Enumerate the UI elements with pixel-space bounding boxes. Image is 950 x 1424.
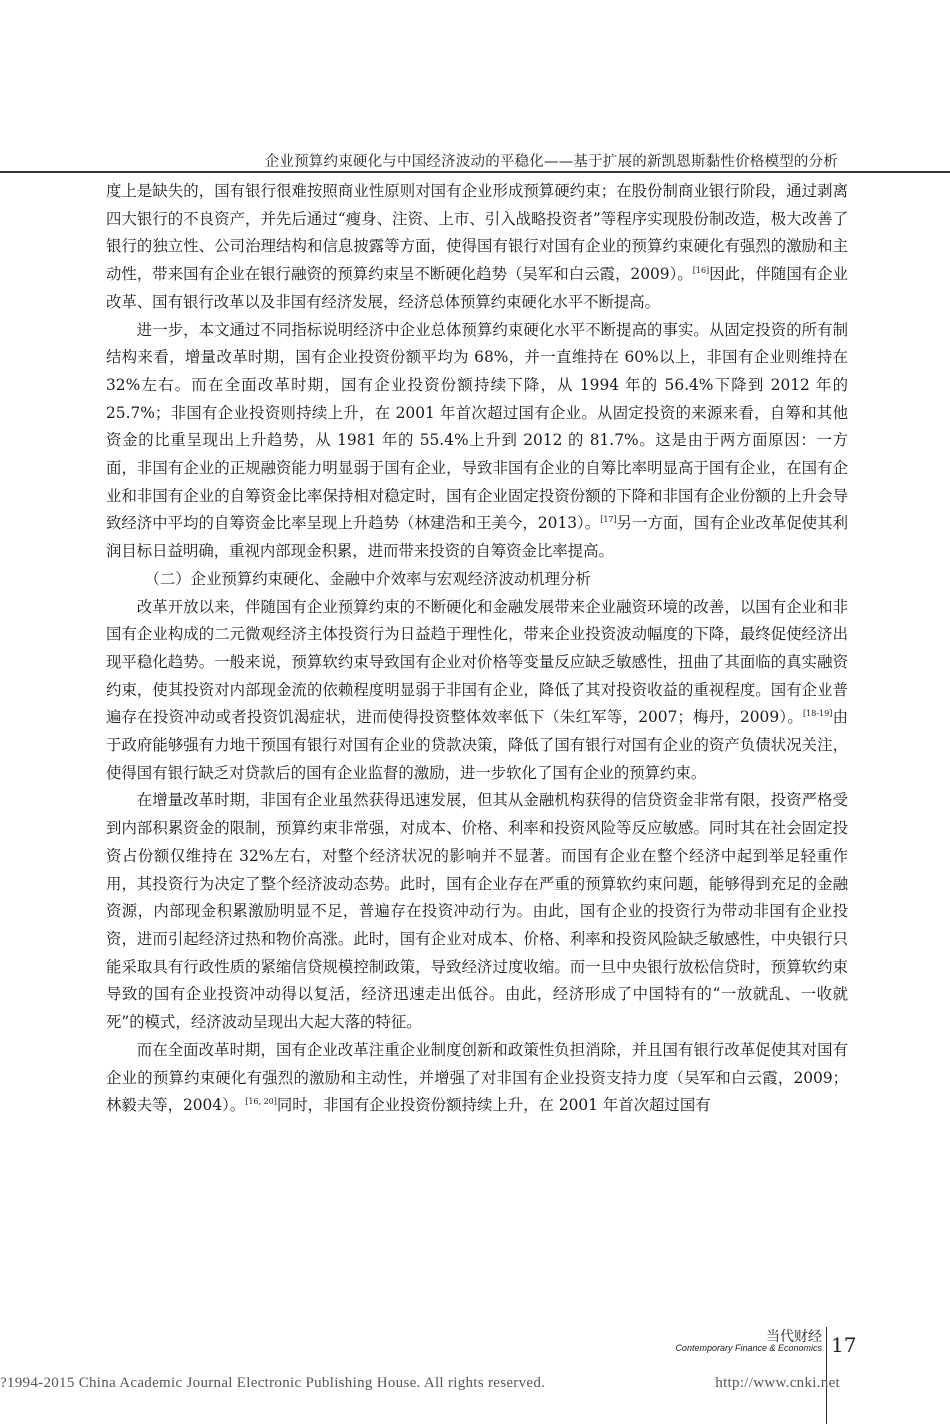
section-heading: （二）企业预算约束硬化、金融中介效率与宏观经济波动机理分析 [144,569,591,588]
journal-title-cn: 当代财经 [766,1329,822,1345]
paragraph-1-text: 度上是缺失的，国有银行很难按照商业性原则对国有企业形成预算硬约束；在股份制商业银行阶段，通过剥离四大银行的不良资产，并先后通过“瘦身、注资、上市、引入战略投资者”等程序实现股份制改造，极大改善了银行的独立性、公司治理结构和信息披露等方面，使得国有银行对国有企业的预算约束硬化有强烈的激励和主动性，带来国有企业在银行融资的预算约束呈不断硬化趋势（吴军和白云霞，2009）。 [106,182,848,284]
cnki-link[interactable]: http://www.cnki.net [715,1375,840,1391]
paragraph-2 [106,317,848,566]
paragraph-3 [106,594,848,788]
page-number: 17 [831,1333,857,1357]
header-rule [0,171,950,173]
citation-17: [17] [600,515,617,525]
citation-16-20: [16, 20] [245,1097,277,1107]
running-head: 企业预算约束硬化与中国经济波动的平稳化——基于扩展的新凯恩斯黏性价格模型的分析 [264,154,838,170]
paragraph-2-text: 进一步，本文通过不同指标说明经济中企业总体预算约束硬化水平不断提高的事实。从固定投资的所有制结构来看，增量改革时期，国有企业投资份额平均为 68%，并一直维持在 60%以上，非国有企业则维持在 32%左右。而在全面改革时期，国有企业投资份额持续下降，从 1994 年的 56.4%下降到 2012 年的 25.7%；非国有企业投资则持续上升，在 2001 年首次超过国有企业。从固定投资的来源来看，自筹和其他资金的比重呈现出上升趋势，从 1981 年的 55.4%上升到 2012 的 81.7%。这是由于两方面原因：一方面，非国有企业的正规融资能力明显弱于国有企业，导致非国有企业的自筹比率明显高于国有企业，在国有企业和非国有企业的自筹资金比率保持相对稳定时，国有企业固定投资份额的下降和非国有企业份额的上升会导致经济中平均的自筹资金比率呈现上升趋势（林建浩和王美今，2013）。 [106,320,848,533]
paragraph-1-tail: 因此，伴随国有企业改革、国有银行改革以及非国有经济发展，经济总体预算约束硬化水平不断提高。 [106,265,848,311]
paragraph-2-tail: 另一方面，国有企业改革促使其利润目标日益明确，重视内部现金积累，进而带来投资的自筹资金比率提高。 [106,514,848,561]
paragraph-3-tail: 由于政府能够强有力地干预国有银行对国有企业的贷款决策，降低了国有银行对国有企业的资产负债状况关注，使得国有银行缺乏对贷款后的国有企业监督的激励，进一步软化了国有企业的预算约束。 [106,708,848,782]
paragraph-5 [106,1037,848,1120]
paragraph-4: 在增量改革时期，非国有企业虽然获得迅速发展，但其从金融机构获得的信贷资金非常有限，投资严格受到内部积累资金的限制，预算约束非常强，对成本、价格、利率和投资风险等反应敏感。同时其在社会固定投资占份额仅维持在 32%左右，对整个经济状况的影响并不显著。而国有企业在整个经济中起到举足轻重作用，其投资行为决定了整个经济波动态势。此时，国有企业存在严重的预算软约束问题，能够得到充足的金融资源，内部现金积累激励明显不足，普遍存在投资冲动行为。由此，国有企业的投资行为带动非国有企业投资，进而引起经济过热和物价高涨。此时，国有企业对成本、价格、利率和投资风险缺乏敏感性，中央银行只能采取具有行政性质的紧缩信贷规模控制政策，导致经济过度收缩。而一旦中央银行放松信贷时，预算软约束导致的国有企业投资冲动得以复活，经济迅速走出低谷。由此，经济形成了中国特有的“一放就乱、一收就死”的模式，经济波动呈现出大起大落的特征。 [106,791,848,1032]
citation-16: [16] [692,266,710,276]
article-body [106,178,848,1120]
paragraph-1 [106,178,848,317]
paragraph-5-tail: 同时，非国有企业投资份额持续上升，在 2001 年首次超过国有 [276,1096,711,1115]
citation-18-19: [18-19] [803,709,833,719]
copyright-text: ?1994-2015 China Academic Journal Electronic Publishing House. All rights reserved. [0,1375,546,1391]
journal-title-en: Contemporary Finance & Economics [675,1343,822,1353]
copyright-line [0,1375,840,1392]
paragraph-5-text: 而在全面改革时期，国有企业改革注重企业制度创新和政策性负担消除，并且国有银行改革促使其对国有企业的预算约束硬化有强烈的激励和主动性，并增强了对非国有企业投资支持力度（吴军和白云霞，2009；林毅夫等，2004）。 [106,1040,848,1115]
paragraph-3-text: 改革开放以来，伴随国有企业预算约束的不断硬化和金融发展带来企业融资环境的改善，以国有企业和非国有企业构成的二元微观经济主体投资行为日益趋于理性化，带来企业投资波动幅度的下降，最终促使经济出现平稳化趋势。一般来说，预算软约束导致国有企业对价格等变量反应缺乏敏感性，扭曲了其面临的真实融资约束，使其投资对内部现金流的依赖程度明显弱于非国有企业，降低了其对投资收益的重视程度。国有企业普遍存在投资冲动或者投资饥渴症状，进而使得投资整体效率低下（朱红军等，2007；梅丹，2009）。 [106,597,848,727]
